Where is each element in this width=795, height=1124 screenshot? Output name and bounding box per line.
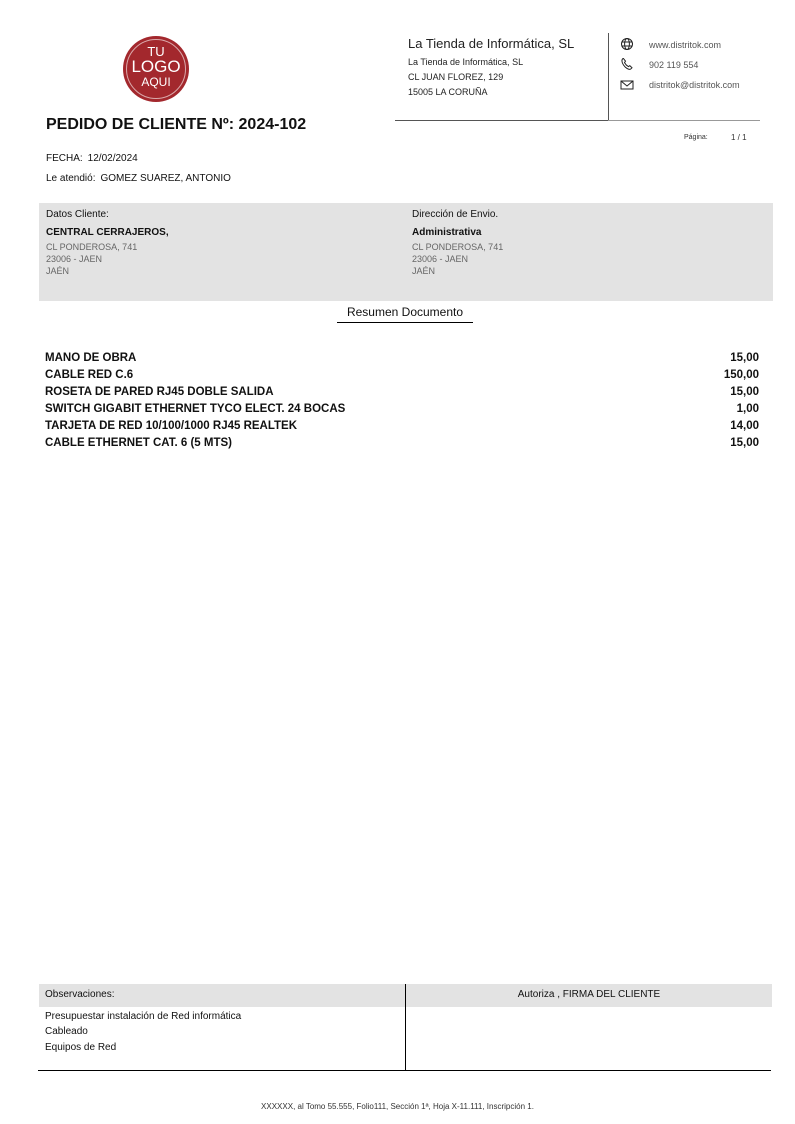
contact-divider [608,120,760,121]
item-amount: 15,00 [730,386,759,398]
item-description: MANO DE OBRA [45,352,137,364]
logo-text-line3: AQUI [141,75,171,89]
company-line-legal-name: La Tienda de Informática, SL [408,57,524,67]
date-label: FECHA: [46,153,83,164]
observation-line: Presupuestar instalación de Red informática [45,1011,242,1022]
line-item [45,420,759,436]
registry-footer: XXXXXX, al Tomo 55.555, Folio111, Sección 1ª, Hoja X-11.111, Inscripción 1. [261,1102,534,1111]
item-amount: 1,00 [736,403,759,415]
attended-value: GOMEZ SUAREZ, ANTONIO [100,173,231,184]
company-logo [123,36,189,102]
client-info-box [39,203,773,301]
contact-phone: 902 119 554 [649,60,699,70]
line-item [45,369,759,385]
mail-icon [620,78,634,92]
header-divider [608,33,609,120]
item-description: TARJETA DE RED 10/100/1000 RJ45 REALTEK [45,420,298,432]
item-amount: 150,00 [723,369,759,381]
item-amount: 15,00 [730,352,759,364]
item-description: ROSETA DE PARED RJ45 DOBLE SALIDA [45,386,274,398]
phone-icon [620,57,634,71]
attended-label: Le atendió: [46,173,96,184]
item-description: CABLE RED C.6 [45,369,134,381]
shipping-address-street: CL PONDEROSA, 741 [412,242,504,252]
observation-line: Equipos de Red [45,1042,117,1053]
item-amount: 15,00 [730,437,759,449]
page-number: 1 / 1 [731,133,747,142]
client-address-street: CL PONDEROSA, 741 [46,242,138,252]
date-row [46,153,138,164]
signature-header: Autoriza , FIRMA DEL CLIENTE [517,989,661,1000]
contact-website: www.distritok.com [649,40,722,50]
client-name: CENTRAL CERRAJEROS, [46,227,169,238]
line-item [45,352,759,368]
shipping-header: Dirección de Envio. [412,209,499,220]
contact-email: distritok@distritok.com [649,80,740,90]
logo-text-line2: LOGO [131,57,181,76]
company-line-street: CL JUAN FLOREZ, 129 [408,72,504,82]
observations-bottom-rule [38,1070,771,1071]
document-title: PEDIDO DE CLIENTE Nº: 2024-102 [46,116,307,133]
globe-icon [620,37,634,51]
summary-title: Resumen Documento [337,305,473,323]
logo-text-line1: TU [147,44,165,59]
observations-divider [405,984,406,1071]
line-item [45,403,759,419]
company-divider [395,120,608,121]
line-item [45,386,759,402]
observations-header: Observaciones: [45,989,115,1000]
company-line-city: 15005 LA CORUÑA [408,87,488,97]
date-value: 12/02/2024 [87,153,138,164]
client-header: Datos Cliente: [46,209,109,220]
company-name: La Tienda de Informática, SL [408,36,575,51]
line-item [45,437,759,453]
item-description: CABLE ETHERNET CAT. 6 (5 MTS) [45,437,232,449]
page-label: Página: [684,134,708,141]
attended-row [46,173,231,184]
client-address-province: JAÉN [46,266,70,276]
shipping-address-province: JAÉN [412,266,436,276]
client-address-postal: 23006 - JAEN [46,254,103,264]
item-amount: 14,00 [730,420,759,432]
shipping-name: Administrativa [412,227,482,238]
shipping-address-postal: 23006 - JAEN [412,254,469,264]
item-description: SWITCH GIGABIT ETHERNET TYCO ELECT. 24 BOCAS [45,403,346,415]
observation-line: Cableado [45,1026,88,1037]
